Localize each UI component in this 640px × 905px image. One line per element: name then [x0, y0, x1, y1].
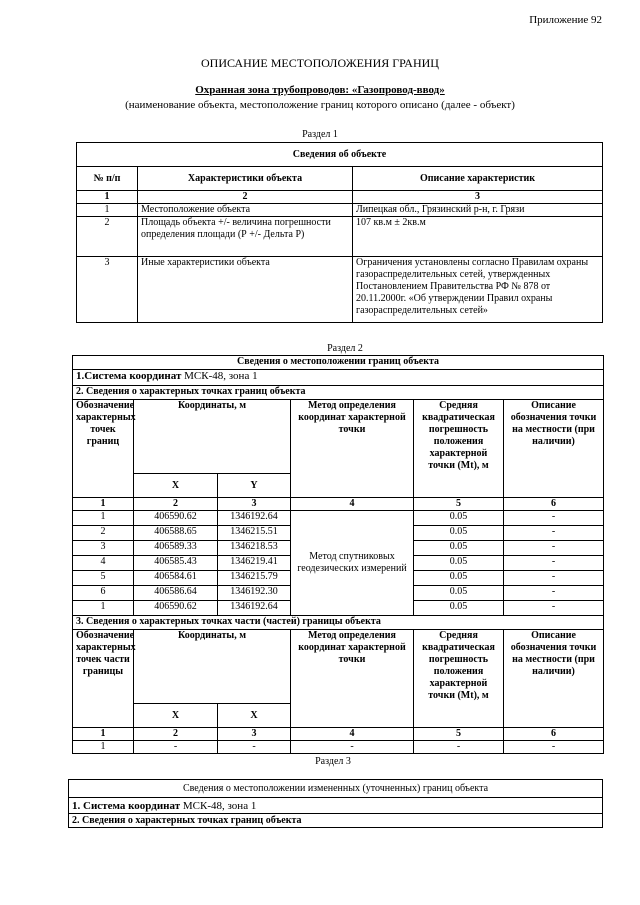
appendix-label: Приложение 92 [529, 14, 602, 26]
point-number: 3 [73, 541, 134, 556]
header-coordinates: Координаты, м [134, 400, 291, 474]
col-number: 5 [414, 498, 504, 511]
point-accuracy: 0.05 [414, 571, 504, 586]
part-point-y: - [218, 741, 291, 754]
part-point-accuracy: - [414, 741, 504, 754]
row-number: 1 [77, 204, 138, 217]
row-description: Липецкая обл., Грязинский р-н, г. Грязи [353, 204, 603, 217]
object-name: Охранная зона трубопроводов: «Газопровод-ввод» [195, 84, 445, 96]
row-number: 3 [77, 257, 138, 323]
point-x: 406584.61 [134, 571, 218, 586]
parts-header-x: X [134, 704, 218, 728]
section2-title: Раздел 2 [327, 343, 363, 354]
point-x: 406585.43 [134, 556, 218, 571]
row-description: 107 кв.м ± 2кв.м [353, 217, 603, 257]
col-number: 2 [134, 728, 218, 741]
parts-header-method: Метод определения координат характерной точки [291, 630, 414, 728]
row-characteristic: Местоположение объекта [138, 204, 353, 217]
point-accuracy: 0.05 [414, 511, 504, 526]
row-number: 2 [77, 217, 138, 257]
parts-header-coordinates: Координаты, м [134, 630, 291, 704]
section3-title: Раздел 3 [315, 756, 351, 767]
point-y: 1346215.79 [218, 571, 291, 586]
point-description: - [504, 526, 604, 541]
parts-header-point-label: Обозначение характерных точек части границы [73, 630, 134, 728]
boundary-table-title: Сведения о местоположении границ объекта [73, 356, 604, 370]
page-title: ОПИСАНИЕ МЕСТОПОЛОЖЕНИЯ ГРАНИЦ [201, 56, 439, 70]
header-x: X [134, 474, 218, 498]
header-number: № п/п [77, 167, 138, 191]
object-info-title: Сведения об объекте [77, 143, 603, 167]
header-method: Метод определения координат характерной точки [291, 400, 414, 498]
row-characteristic: Площадь объекта +/- величина погрешности определения площади (Р +/- Дельта Р) [138, 217, 353, 257]
col-number: 3 [218, 728, 291, 741]
boundary-table [72, 355, 604, 754]
table-row [77, 204, 603, 217]
col-number: 2 [138, 191, 353, 204]
point-accuracy: 0.05 [414, 586, 504, 601]
part-point-method: - [291, 741, 414, 754]
point-y: 1346219.41 [218, 556, 291, 571]
point-accuracy: 0.05 [414, 556, 504, 571]
row-description: Ограничения установлены согласно Правилам охраны газораспределительных сетей, утвержденных Постановлением Правительства РФ № 878 от 20.11.2000г. «Об утверждении Правил охраны газораспределительных сетей» [353, 257, 603, 323]
header-point-label: Обозначение характерных точек границ [73, 400, 134, 498]
coord-system [73, 370, 604, 386]
point-y: 1346215.51 [218, 526, 291, 541]
header-y: Y [218, 474, 291, 498]
col-number: 5 [414, 728, 504, 741]
coord-system-value: МСК-48, зона 1 [184, 370, 258, 382]
changed-coord-system [69, 798, 603, 814]
table-row [73, 741, 604, 754]
table-row [77, 257, 603, 323]
point-number: 1 [73, 511, 134, 526]
col-number: 6 [504, 498, 604, 511]
point-y: 1346192.64 [218, 601, 291, 616]
table-row [77, 217, 603, 257]
point-number: 2 [73, 526, 134, 541]
col-number: 6 [504, 728, 604, 741]
parts-header-accuracy: Средняя квадратическая погрешность положения характерной точки (Mt), м [414, 630, 504, 728]
col-number: 3 [218, 498, 291, 511]
col-number: 1 [73, 498, 134, 511]
point-description: - [504, 541, 604, 556]
point-y: 1346192.64 [218, 511, 291, 526]
point-description: - [504, 511, 604, 526]
col-number: 1 [77, 191, 138, 204]
header-accuracy: Средняя квадратическая погрешность положения характерной точки (Mt), м [414, 400, 504, 498]
object-caption: (наименование объекта, местоположение границ которого описано (далее - объект) [125, 99, 515, 111]
col-number: 4 [291, 728, 414, 741]
row-characteristic: Иные характеристики объекта [138, 257, 353, 323]
section1-title: Раздел 1 [302, 129, 338, 140]
part-point-x: - [134, 741, 218, 754]
coord-system-label: 1.Система координат [76, 370, 182, 382]
point-description: - [504, 586, 604, 601]
col-number: 2 [134, 498, 218, 511]
point-method: Метод спутниковых геодезических измерений [291, 511, 414, 616]
point-y: 1346192.30 [218, 586, 291, 601]
point-x: 406586.64 [134, 586, 218, 601]
changed-coord-system-label: 1. Система координат [72, 799, 181, 812]
point-accuracy: 0.05 [414, 526, 504, 541]
points-section-title: 2. Сведения о характерных точках границ объекта [73, 386, 604, 400]
point-description: - [504, 571, 604, 586]
point-accuracy: 0.05 [414, 541, 504, 556]
point-x: 406589.33 [134, 541, 218, 556]
point-y: 1346218.53 [218, 541, 291, 556]
changed-points-title: 2. Сведения о характерных точках границ объекта [69, 814, 603, 828]
part-point-description: - [504, 741, 604, 754]
changed-boundary-table [68, 779, 603, 828]
point-x: 406588.65 [134, 526, 218, 541]
object-info-table [76, 142, 603, 323]
col-number: 1 [73, 728, 134, 741]
header-characteristic: Характеристики объекта [138, 167, 353, 191]
part-point-number: 1 [73, 741, 134, 754]
point-x: 406590.62 [134, 511, 218, 526]
point-accuracy: 0.05 [414, 601, 504, 616]
changed-coord-system-value: МСК-48, зона 1 [182, 799, 257, 812]
point-number: 1 [73, 601, 134, 616]
parts-header-point-description: Описание обозначения точки на местности (при наличии) [504, 630, 604, 728]
point-number: 5 [73, 571, 134, 586]
table-row [73, 511, 604, 526]
point-number: 4 [73, 556, 134, 571]
point-description: - [504, 601, 604, 616]
point-number: 6 [73, 586, 134, 601]
header-point-description: Описание обозначения точки на местности (при наличии) [504, 400, 604, 498]
parts-section-title: 3. Сведения о характерных точках части (частей) границы объекта [73, 616, 604, 630]
header-description: Описание характеристик [353, 167, 603, 191]
changed-boundary-title: Сведения о местоположении измененных (уточненных) границ объекта [69, 780, 603, 798]
parts-header-y: X [218, 704, 291, 728]
col-number: 4 [291, 498, 414, 511]
point-x: 406590.62 [134, 601, 218, 616]
col-number: 3 [353, 191, 603, 204]
point-description: - [504, 556, 604, 571]
